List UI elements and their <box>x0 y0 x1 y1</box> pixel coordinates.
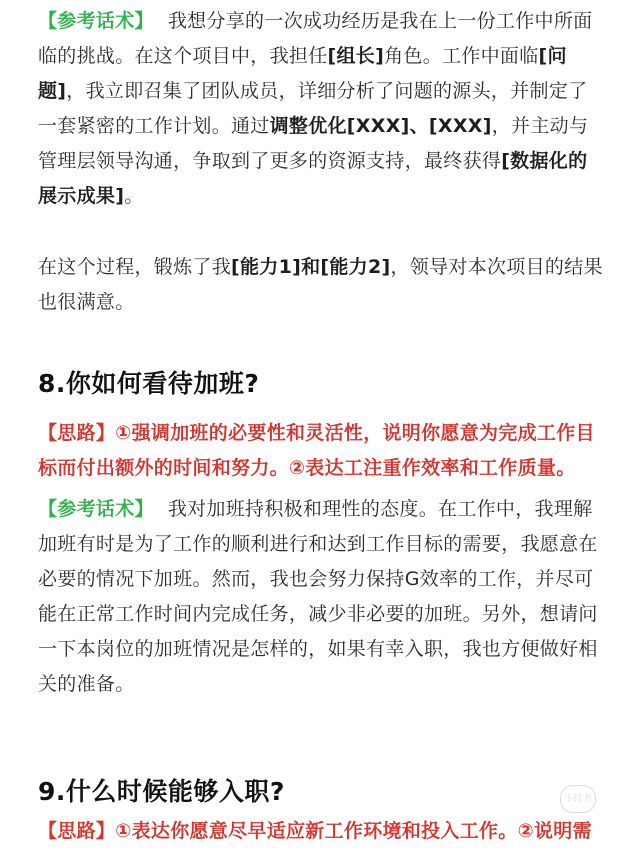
story-paragraph <box>38 4 604 214</box>
idea-tag: 【思路】 <box>38 820 116 842</box>
story-text-3: ，我立即召集了团队成员，详细分析了问题的源头，并制定了一套紧密的工作计划。通过 <box>38 80 588 137</box>
story-text-1: 我想分享的一次成功经历是我在上一份工作中所面临的挑战。在这个项目中，我担任 <box>38 10 593 67</box>
story-bold-result: [数据化的展示成果] <box>38 150 588 207</box>
story-bold-optimization: 调整优化[XXX]、[XXX] <box>269 115 492 137</box>
story-text-2: 角色。工作中面临 <box>384 45 539 67</box>
reference-script-tag: 【参考话术】 <box>38 498 154 520</box>
ability-bold: [能力1]和[能力2] <box>231 256 391 278</box>
section-heading-8: 8.你如何看待加班? <box>38 369 260 398</box>
section-heading-9: 9.什么时候能够入职? <box>38 777 285 806</box>
ability-paragraph <box>38 250 604 320</box>
story-bold-problem: [问题] <box>38 45 567 102</box>
story-bold-role: [组长] <box>327 45 385 67</box>
overtime-script-paragraph <box>38 492 604 702</box>
story-text-5: 。 <box>124 185 144 207</box>
reference-script-tag: 【参考话术】 <box>38 10 154 32</box>
overtime-idea-text: ①强调加班的必要性和灵活性，说明你愿意为完成工作目标而付出额外的时间和努力。②表达工注重作效率和工作质量。 <box>38 422 595 479</box>
ability-text-2: ，领导对本次项目的结果也很满意。 <box>38 256 603 313</box>
overtime-script-text: 我对加班持积极和理性的态度。在工作中，我理解加班有时是为了工作的顺利进行和达到工作目标的需要，我愿意在必要的情况下加班。然而，我也会努力保持G效率的工作，并尽可能在正常工作时间内完成任务，减少非必要的加班。另外，想请问一下本岗位的加班情况是怎样的，如果有幸入职，我也方便做好相关的准备。 <box>38 498 598 695</box>
idea-tag: 【思路】 <box>38 422 116 444</box>
start-date-idea-paragraph <box>38 814 604 849</box>
watermark-logo: 小红书 <box>560 785 596 813</box>
overtime-idea-paragraph <box>38 416 604 486</box>
ability-text-1: 在这个过程，锻炼了我 <box>38 256 232 278</box>
story-text-4: ，并主动与管理层领导沟通，争取到了更多的资源支持，最终获得 <box>38 115 589 172</box>
start-date-idea-text: ①表达你愿意尽早适应新工作环境和投入工作。②说明需 <box>115 820 592 842</box>
